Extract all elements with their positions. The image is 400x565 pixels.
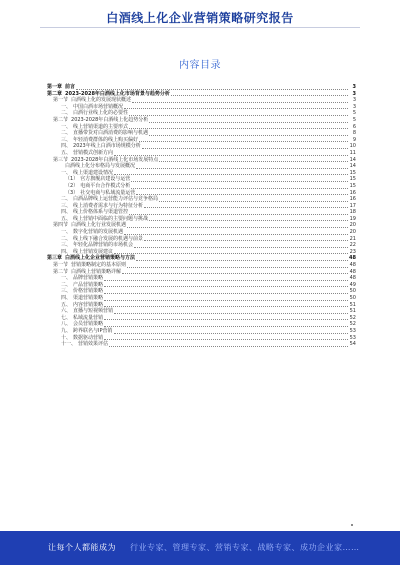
footer-slogan: 让每个人都能成为 [48,543,116,552]
toc-entry-title: 线上营销渠道的主要形式 [73,123,129,130]
toc-dot-leader [104,305,348,307]
toc-page-number: 3 [352,90,356,97]
page-footer [0,531,400,565]
toc-dot-leader [104,318,348,320]
toc-entry-number: 十一、 [61,341,77,348]
toc-page-number: 3 [352,103,356,110]
toc-entry-title: 直播带货对白酒消费的影响与机遇 [73,130,149,137]
toc-dot-leader [127,266,348,268]
toc-entry[interactable] [47,229,356,236]
toc-page-number: 49 [349,281,356,288]
toc-entry-title: 官方旗舰店建设与运营 [80,176,131,183]
toc-entry[interactable] [47,143,356,150]
toc-page-number: 5 [352,110,356,117]
toc-page-number: 16 [349,196,356,203]
toc-dot-leader [129,114,348,116]
toc-entry-number: 二、 [61,196,72,203]
toc-entry-title: 跨界联名与IP营销 [73,327,113,334]
toc-page-number: 19 [349,215,356,222]
toc-entry[interactable] [47,328,356,335]
toc-entry-title: 2023-2028年白酒线上化市场背景与趋势分析 [65,90,170,97]
toc-page-number: 3 [352,84,356,90]
toc-dot-leader [144,206,348,208]
toc-entry-title: 中国白酒市场营销概况 [73,103,124,110]
toc-entry-title: 品牌营销策略 [73,275,104,282]
toc-entry-number: 二、 [61,235,72,242]
toc-dot-leader [114,154,348,156]
toc-page-number: 48 [349,255,356,262]
toc-entry[interactable] [47,84,356,91]
toc-entry-number: 九、 [61,327,72,334]
toc-dot-leader [124,233,348,235]
toc-page-number: 16 [349,189,356,196]
toc-entry-title: 白酒线上化行业发展机遇 [71,222,127,229]
toc-entry-title: 线上价格体系与渠道管控 [73,209,129,216]
page-header [0,0,400,32]
toc-dot-leader [104,299,348,301]
toc-page-number: 54 [349,341,356,348]
toc-entry-title: 白酒线上化分布格局与发展概况 [65,163,136,170]
toc-page-number: 11 [349,149,356,156]
toc-page-number: 6 [352,123,356,130]
toc-dot-leader [127,226,348,228]
toc-entry-title: 私域流量营销 [73,314,104,321]
toc-entry-number: 第二章 [47,90,63,97]
toc-entry-title: 2023年线上白酒市场规模分析 [73,143,141,150]
toc-entry[interactable] [47,295,356,302]
toc-entry-title: 2023-2028年白酒线上化趋势分析 [71,116,149,123]
toc-entry[interactable] [47,242,356,249]
toc-page-number: 48 [349,262,356,269]
toc-entry-number: （1） [65,176,79,183]
toc-dot-leader [104,285,348,287]
toc-entry-number: 十、 [61,334,72,341]
toc-page-number: 20 [349,222,356,229]
toc-dot-leader [139,140,348,142]
toc-entry-title: 社交电商与私域流量运营 [80,189,136,196]
toc-entry-title: 渠道营销策略 [73,295,104,301]
toc-entry-number: 五、 [61,215,72,222]
toc-page-number: 15 [349,182,356,189]
toc-entry-number: 一、 [61,275,72,282]
toc-entry[interactable] [47,308,356,315]
toc-dot-leader [114,312,348,314]
toc-entry-number: 四、 [61,143,72,150]
toc-entry-number: 六、 [61,308,72,315]
toc-entry-title: 内容营销策略 [73,301,104,308]
toc-entry-title: 白酒线上化企业营销策略与方法 [65,255,136,262]
toc-entry-number: 四、 [61,209,72,216]
toc-entry-number: 第二节 [53,116,69,123]
toc-entry-number: 二、 [61,130,72,137]
toc-entry-title: 线上消费者需求与行为特征分析 [73,202,144,209]
toc-entry-number: （2） [65,182,79,189]
toc-dot-leader [149,121,348,123]
toc-entry-title: 营销模式创新方向 [73,149,114,156]
toc-entry-title: 价格营销策略 [73,288,104,295]
toc-entry[interactable] [47,275,356,282]
toc-entry[interactable] [47,130,356,137]
toc-entry[interactable] [47,321,356,328]
toc-page-number: 21 [349,235,356,242]
toc-page-number: 51 [349,301,356,308]
toc-entry-title: 白酒品牌线上运营能力评估与竞争格局 [73,196,159,203]
toc-dot-leader [104,279,348,281]
toc-entry[interactable] [47,262,356,269]
toc-entry-number: （3） [65,189,79,196]
toc-page-number: 8 [352,130,356,137]
toc-page-number: 51 [349,308,356,315]
toc-page-number: 15 [349,169,356,176]
toc-page-number: 22 [349,242,356,249]
toc-dot-leader [134,246,348,248]
toc-page-number: 50 [349,288,356,295]
footer-tagline: 行业专家、管理专家、营销专家、战略专家、成功企业家…… [130,543,360,552]
toc-entry[interactable] [47,150,356,157]
toc-entry-number: 四、 [61,248,72,255]
toc-entry-number: 二、 [61,281,72,288]
toc-entry-number: 七、 [61,314,72,321]
toc-entry-title: 前言 [65,84,76,90]
toc-page-number: 53 [349,327,356,334]
toc-entry-title: 营销策略制定的基本原则 [71,262,127,269]
toc-entry-title: 白酒线上化的发展现状概述 [71,97,132,104]
toc-entry-number: 五、 [61,301,72,308]
toc-entry-title: 产品营销策略 [73,281,104,288]
toc-page-number: 48 [349,275,356,282]
toc-entry[interactable] [47,288,356,295]
toc-dot-leader [114,252,348,254]
toc-entry[interactable] [47,163,356,170]
toc-entry-number: 第一章 [47,84,63,90]
toc-entry[interactable] [47,117,356,124]
toc-entry-title: 线上营销中面临的主要问题与挑战 [73,215,149,222]
toc-dot-leader [136,167,348,169]
toc-entry-number: 一、 [61,103,72,110]
toc-dot-leader [136,259,348,261]
toc-dot-leader [159,160,348,162]
toc-page-number: 23 [349,248,356,255]
toc-dot-leader [114,173,348,175]
toc-dot-leader [171,94,348,96]
toc-dot-leader [149,219,348,221]
toc-dot-leader [129,213,348,215]
toc-dot-leader [104,325,348,327]
toc-entry[interactable] [47,176,356,183]
toc-entry-number: 第一节 [53,262,69,269]
toc-page-number: 48 [349,268,356,275]
toc-dot-leader [144,239,348,241]
toc-page-number: 52 [349,314,356,321]
toc-page-number: 18 [349,209,356,216]
toc-entry[interactable] [47,97,356,104]
toc-page-number: 15 [349,176,356,183]
toc-dot-leader [149,134,348,136]
toc-dot-leader [142,147,348,149]
toc-entry[interactable] [47,183,356,190]
toc-page-number: 3 [352,97,356,104]
toc-dot-leader [132,101,348,103]
toc-entry-number: 八、 [61,321,72,328]
toc-entry-number: 二、 [61,110,72,117]
toc-entry-title: 营销效果评估 [78,341,109,348]
page-marker [350,512,354,516]
toc-entry-title: 电商平台合作模式分析 [80,182,131,189]
toc-dot-leader [129,127,348,129]
toc-heading: 内容目录 [179,60,221,71]
toc-page-number: 14 [349,156,356,163]
toc-entry-title: 线上渠道建设情况 [73,169,114,176]
toc-entry[interactable] [47,110,356,117]
toc-entry[interactable] [47,341,356,348]
toc-entry-number: 第四节 [53,222,69,229]
toc-entry-title: 线上营销发展建议 [73,248,114,255]
toc-entry-number: 第一节 [53,97,69,104]
toc-dot-leader [124,107,348,109]
toc-page-number: 17 [349,202,356,209]
toc-entry[interactable] [47,196,356,203]
toc-dot-leader [159,200,348,202]
toc-page-number: 14 [349,163,356,170]
toc-entry-title: 2023-2028年白酒线上化市场发展特点 [71,156,159,163]
report-title: 白酒线上化企业营销策略研究报告 [106,11,294,25]
toc-page-number: 53 [349,334,356,341]
header-divider [40,27,360,28]
toc-page-number: 5 [352,116,356,123]
toc-entry-number: 第二节 [53,268,69,275]
toc-page-number: 10 [349,143,356,150]
toc-page-number: 50 [349,295,356,301]
toc-entry-number: 三、 [61,288,72,295]
toc-entry-number: 五、 [61,149,72,156]
toc-dot-leader [76,88,348,90]
toc-entry-number: 三、 [61,136,72,143]
toc-dot-leader [131,180,348,182]
toc-entry-title: 线上线下融合发展的机遇与前景 [73,235,144,242]
toc-entry-number: 一、 [61,169,72,176]
toc-entry-number: 一、 [61,123,72,130]
toc-entry-title: 白酒线上营销策略详解 [71,268,122,275]
toc-dot-leader [136,193,348,195]
toc-dot-leader [114,332,348,334]
toc-dot-leader [122,272,348,274]
toc-page-number: 9 [352,136,356,143]
table-of-contents [47,84,356,348]
toc-dot-leader [104,292,348,294]
toc-entry-number: 三、 [61,202,72,209]
toc-entry[interactable] [47,209,356,216]
toc-entry-number: 第三章 [47,255,63,262]
toc-entry-number: 一、 [61,229,72,236]
toc-entry-title: 年轻消费群体的线上购买偏好 [73,136,139,143]
toc-entry-title: 会员营销策略 [73,321,104,328]
toc-dot-leader [104,338,348,340]
toc-page-number: 20 [349,229,356,236]
toc-entry-title: 白酒行业线上化的必要性 [73,110,129,117]
toc-entry-number: 第三节 [53,156,69,163]
toc-entry-number: 三、 [61,242,72,249]
toc-entry-number: 四、 [61,295,72,301]
toc-entry-title: 年轻化品牌营销的市场机会 [73,242,134,249]
toc-entry-title: 数字化营销的发展机遇 [73,229,124,236]
toc-dot-leader [131,187,348,189]
toc-page-number: 52 [349,321,356,328]
toc-entry-title: 直播与短视频营销 [73,308,114,315]
toc-dot-leader [109,345,348,347]
toc-entry-title: 数据驱动营销 [73,334,104,341]
